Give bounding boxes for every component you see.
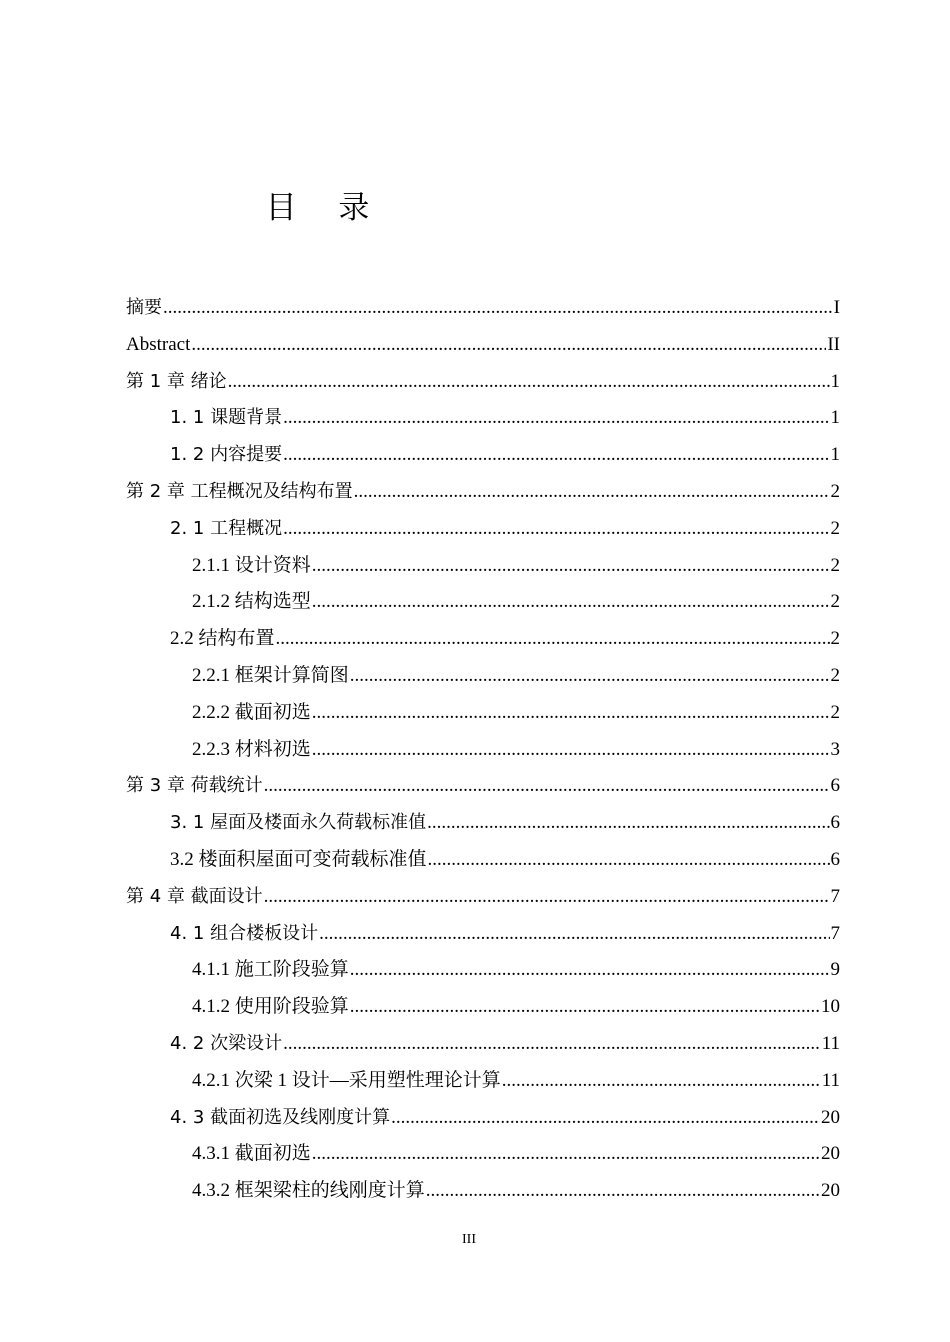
toc-entry[interactable]	[126, 1100, 840, 1137]
toc-entry-label: 2.1.1 设计资料	[192, 554, 311, 576]
toc-entry-label: 第 1 章 绪论	[126, 370, 227, 392]
toc-entry-label: 第 4 章 截面设计	[126, 885, 263, 907]
toc-entry-label: 摘要	[126, 297, 162, 318]
toc-dot-leader	[276, 621, 830, 658]
toc-entry-page-number: 7	[830, 922, 840, 944]
toc-entry-label: 2.2.1 框架计算简图	[192, 664, 349, 686]
toc-entry-page-number: 20	[821, 1143, 840, 1165]
toc-entry-label: 3. 1 屋面及楼面永久荷载标准值	[170, 812, 427, 834]
toc-entry-page-number: 6	[830, 848, 840, 870]
toc-entry[interactable]	[126, 695, 840, 732]
toc-entry-label: 4.1.2 使用阶段验算	[192, 996, 349, 1018]
toc-entry-page-number: 6	[830, 812, 840, 834]
toc-entry-label: 第 2 章 工程概况及结构布置	[126, 480, 353, 502]
toc-entry-page-number: 2	[830, 517, 840, 539]
toc-entry-page-number: I	[833, 297, 840, 318]
toc-entry-label: 4.2.1 次梁 1 设计—采用塑性理论计算	[192, 1069, 501, 1091]
toc-entry-page-number: II	[827, 333, 840, 355]
toc-entry[interactable]	[126, 658, 840, 695]
toc-entry-label: 第 3 章 荷载统计	[126, 775, 263, 797]
toc-dot-leader	[163, 290, 833, 327]
toc-entry-label: 4. 3 截面初选及线刚度计算	[170, 1106, 391, 1128]
toc-entry[interactable]	[126, 437, 840, 474]
toc-dot-leader	[264, 879, 830, 916]
toc-dot-leader	[312, 584, 830, 621]
toc-dot-leader	[283, 400, 829, 437]
toc-entry-label: 4. 1 组合楼板设计	[170, 922, 319, 944]
toc-entry[interactable]	[126, 842, 840, 879]
toc-dot-leader	[312, 548, 830, 585]
toc-entry-label: 4. 2 次梁设计	[170, 1032, 283, 1054]
toc-dot-leader	[228, 364, 830, 401]
toc-entry-page-number: 9	[830, 959, 840, 981]
toc-entry[interactable]	[126, 1063, 840, 1100]
toc-entry-page-number: 2	[830, 591, 840, 613]
toc-entry[interactable]	[126, 364, 840, 401]
toc-entry-page-number: 6	[830, 775, 840, 797]
toc-entry-page-number: 11	[821, 1032, 840, 1054]
toc-title: 目 录	[265, 190, 386, 226]
toc-dot-leader	[428, 842, 830, 879]
toc-entry-page-number: 2	[830, 701, 840, 723]
toc-entry-label: 4.3.2 框架梁柱的线刚度计算	[192, 1180, 425, 1202]
toc-entry-page-number: 10	[821, 996, 840, 1018]
toc-entry[interactable]	[126, 1173, 840, 1210]
toc-entry-page-number: 1	[830, 407, 840, 429]
toc-dot-leader	[191, 327, 826, 364]
toc-dot-leader	[283, 437, 829, 474]
toc-dot-leader	[354, 474, 830, 511]
toc-entry[interactable]	[126, 805, 840, 842]
toc-entry-label: 1. 2 内容提要	[170, 444, 283, 466]
toc-entry[interactable]	[126, 1136, 840, 1173]
toc-entry[interactable]	[126, 952, 840, 989]
toc-dot-leader	[350, 952, 830, 989]
toc-entry[interactable]	[126, 327, 840, 364]
toc-entry-page-number: 2	[830, 480, 840, 502]
toc-entry[interactable]	[126, 511, 840, 548]
toc-entry[interactable]	[126, 768, 840, 805]
toc-entry[interactable]	[126, 474, 840, 511]
toc-entry-page-number: 20	[821, 1180, 840, 1202]
toc-entry-page-number: 1	[830, 444, 840, 466]
toc-entry-page-number: 3	[830, 738, 840, 760]
toc-dot-leader	[264, 768, 830, 805]
toc-entry-label: Abstract	[126, 333, 191, 355]
toc-entry-page-number: 11	[821, 1069, 840, 1091]
toc-entry-label: 2.2 结构布置	[170, 628, 275, 650]
toc-dot-leader	[312, 732, 830, 769]
toc-entry-page-number: 20	[821, 1106, 840, 1128]
toc-dot-leader	[350, 658, 830, 695]
toc-dot-leader	[312, 695, 830, 732]
toc-entry[interactable]	[126, 400, 840, 437]
toc-dot-leader	[427, 805, 829, 842]
toc-entry[interactable]	[126, 916, 840, 953]
table-of-contents	[126, 290, 840, 1210]
toc-entry[interactable]	[126, 290, 840, 327]
toc-entry-label: 2.1.2 结构选型	[192, 591, 311, 613]
toc-entry-page-number: 2	[830, 554, 840, 576]
toc-dot-leader	[391, 1100, 820, 1137]
toc-entry-page-number: 7	[830, 885, 840, 907]
toc-entry-label: 2. 1 工程概况	[170, 517, 283, 539]
toc-entry-label: 2.2.2 截面初选	[192, 701, 311, 723]
toc-entry[interactable]	[126, 584, 840, 621]
toc-entry[interactable]	[126, 548, 840, 585]
toc-entry-label: 4.3.1 截面初选	[192, 1143, 311, 1165]
toc-dot-leader	[502, 1063, 821, 1100]
toc-dot-leader	[283, 511, 829, 548]
toc-entry-label: 2.2.3 材料初选	[192, 738, 311, 760]
toc-entry[interactable]	[126, 879, 840, 916]
toc-dot-leader	[283, 1026, 821, 1063]
toc-entry-label: 1. 1 课题背景	[170, 407, 283, 429]
toc-entry-label: 4.1.1 施工阶段验算	[192, 959, 349, 981]
toc-entry[interactable]	[126, 732, 840, 769]
toc-entry-page-number: 2	[830, 628, 840, 650]
toc-dot-leader	[350, 989, 820, 1026]
toc-dot-leader	[319, 916, 829, 953]
toc-entry[interactable]	[126, 621, 840, 658]
toc-dot-leader	[312, 1136, 820, 1173]
toc-entry-page-number: 2	[830, 664, 840, 686]
toc-entry[interactable]	[126, 1026, 840, 1063]
page-number: III	[462, 1232, 476, 1247]
toc-dot-leader	[426, 1173, 820, 1210]
toc-entry[interactable]	[126, 989, 840, 1026]
toc-entry-label: 3.2 楼面积屋面可变荷载标准值	[170, 848, 427, 870]
toc-entry-page-number: 1	[830, 370, 840, 392]
